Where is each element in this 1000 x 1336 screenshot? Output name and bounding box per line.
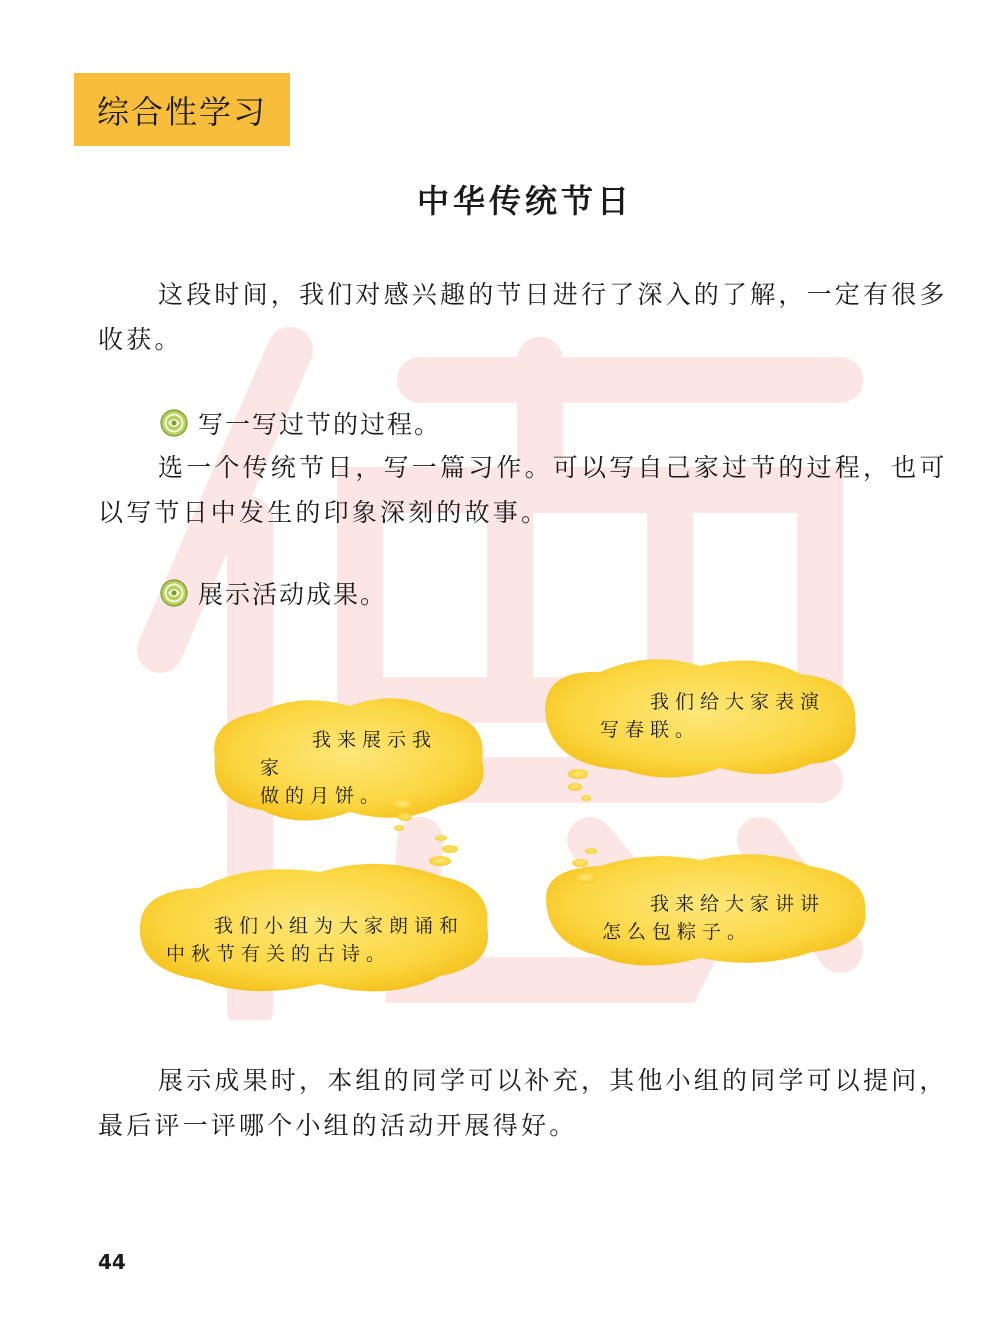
bubble-2-text: 我们给大家表演 写春联。 (600, 691, 826, 741)
bubble-4-text: 我来给大家讲讲 怎么包粽子。 (602, 893, 826, 943)
page-title: 中华传统节日 (416, 182, 633, 220)
closing-text: 展示成果时，本组的同学可以补充，其他小组的同学可以提问，最后评一评哪个小组的活动开展得好。 (98, 1066, 948, 1140)
page-number: 44 (98, 1250, 126, 1274)
closing-paragraph (98, 1058, 960, 1148)
task-2-heading-text: 展示活动成果。 (198, 580, 388, 609)
circle-emblem-icon (160, 579, 188, 607)
task-1-heading-text: 写一写过节的过程。 (198, 410, 442, 439)
section-tag (74, 73, 290, 146)
bubble-1-text: 我来展示我家 做的月饼。 (260, 729, 438, 807)
task-1-text: 选一个传统节日，写一篇习作。可以写自己家过节的过程，也可以写节日中发生的印象深刻的故事。 (98, 453, 948, 527)
task-2-heading (160, 575, 387, 611)
section-tag-label: 综合性学习 (96, 92, 267, 131)
thought-bubbles-illustration (0, 640, 1000, 1060)
intro-paragraph (98, 272, 960, 362)
circle-emblem-icon (160, 409, 188, 437)
intro-text: 这段时间，我们对感兴趣的节日进行了深入的了解，一定有很多收获。 (98, 280, 948, 354)
task-1-paragraph (98, 445, 960, 535)
bubble-shapes (0, 640, 1000, 1060)
task-1-heading (160, 405, 441, 441)
bubble-3-text: 我们小组为大家朗诵和 中秋节有关的古诗。 (166, 915, 465, 965)
